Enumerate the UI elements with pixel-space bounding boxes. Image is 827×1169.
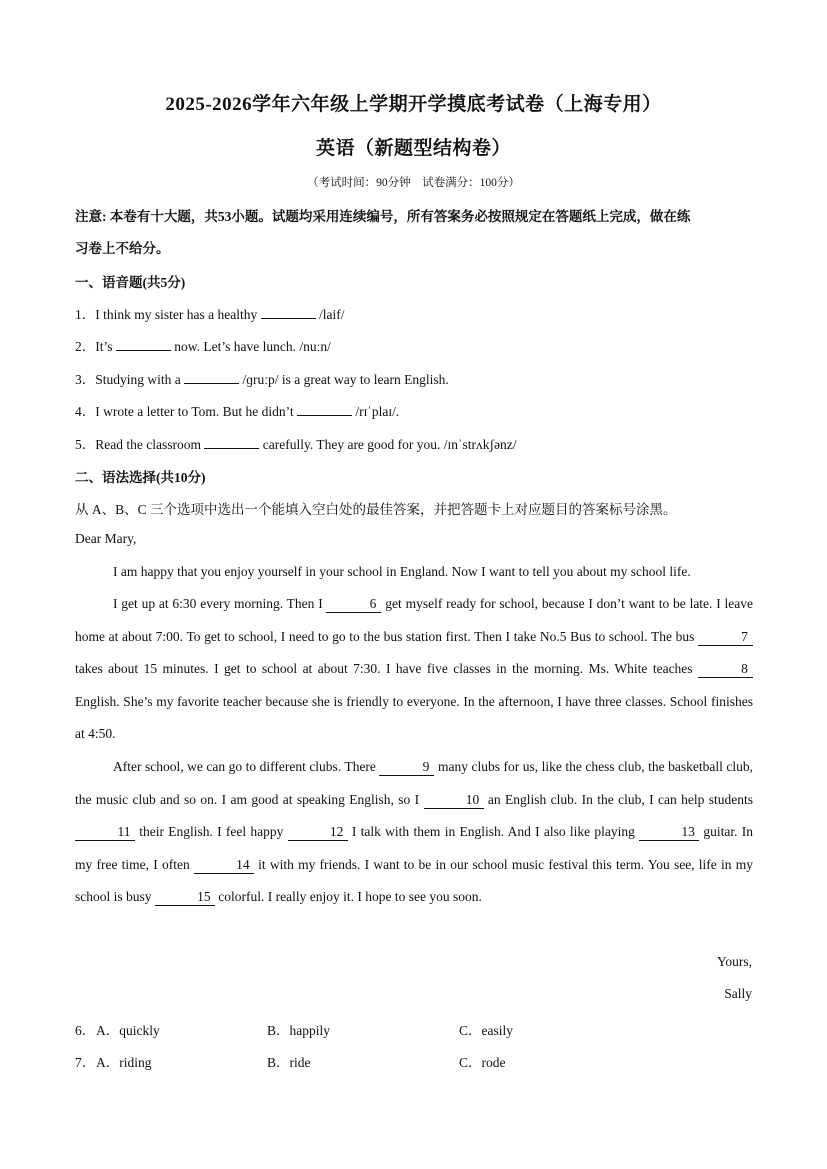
option-a[interactable]: A．riding (96, 1055, 152, 1070)
question-4 (75, 400, 755, 420)
letter-closing: Yours, (716, 954, 752, 969)
letter-greeting: Dear Mary, (75, 531, 137, 546)
question-text: 2．It’s (75, 339, 113, 354)
letter-paragraph-2 (75, 588, 753, 751)
answer-blank[interactable] (184, 383, 239, 384)
notice-line-1: 注意: 本卷有十大题，共53小题。试题均采用连续编号，所有答案务必按照规定在答题纸上完成，做在练 (75, 209, 691, 224)
option-b[interactable]: B．happily (267, 1023, 330, 1038)
answer-blank-12[interactable]: 12 (288, 824, 348, 841)
answer-blank-7[interactable]: 7 (698, 629, 753, 646)
answer-blank[interactable] (116, 350, 171, 351)
paragraph-text: After school, we can go to different clubs. There (113, 759, 376, 774)
option-number: 6． (75, 1023, 96, 1038)
exam-info: （考试时间：90分钟 试卷满分：100分） (307, 177, 520, 189)
option-c[interactable]: C．rode (459, 1055, 506, 1070)
question-2 (75, 335, 755, 355)
question-1 (75, 303, 755, 323)
question-text: 1．I think my sister has a healthy (75, 307, 258, 322)
paragraph-text: get myself ready for school, because I don’t want to be late. I leave home at about 7:00. To get to school, I need to go to the bus station first. Then I take No.5 Bus to school. The bus (75, 596, 753, 644)
answer-blank[interactable] (204, 448, 259, 449)
option-number: 7． (75, 1055, 96, 1070)
paragraph-text: many clubs for us, like the chess club, the basketball club, the music club and so on. I am good at speaking English, so I (75, 759, 754, 807)
section-heading: 二、语法选择(共10分) (75, 470, 206, 485)
question-3 (75, 368, 755, 388)
paragraph-text: it with my friends. I want to be in our school music festival this term. You see, life in my school is busy (75, 856, 753, 904)
section-heading: 一、语音题(共5分) (75, 275, 186, 290)
question-text: /ɡruːp/ is a great way to learn English. (242, 372, 449, 387)
page-subtitle: 英语（新题型结构卷） (315, 138, 511, 159)
answer-blank-14[interactable]: 14 (194, 857, 254, 874)
paragraph-text: English. She’s my favorite teacher because she is friendly to everyone. In the afternoon, I have three classes. School finishes at 4:50. (75, 693, 753, 741)
paragraph-text: guitar. In my free time, I often (75, 824, 754, 872)
letter-signature: Sally (724, 986, 752, 1001)
answer-blank-6[interactable]: 6 (326, 596, 381, 613)
answer-blank-13[interactable]: 13 (639, 824, 699, 841)
option-a[interactable]: A．quickly (96, 1023, 160, 1038)
question-text: 5．Read the classroom (75, 437, 201, 452)
answer-blank[interactable] (297, 415, 352, 416)
question-text: /laif/ (318, 307, 345, 322)
notice-line-2: 习卷上不给分。 (75, 241, 170, 256)
answer-blank-8[interactable]: 8 (698, 661, 753, 678)
question-text: 4．I wrote a letter to Tom. But he didn’t (75, 404, 294, 419)
paragraph-text: I talk with them in English. And I also like playing (351, 824, 635, 839)
answer-blank-10[interactable]: 10 (424, 792, 484, 809)
question-5 (75, 433, 755, 453)
paragraph-text: I get up at 6:30 every morning. Then I (113, 596, 323, 611)
option-b[interactable]: B．ride (267, 1055, 311, 1070)
answer-blank-15[interactable]: 15 (155, 889, 215, 906)
paragraph-text: takes about 15 minutes. I get to school at about 7:30. I have five classes in the morning. Ms. White teaches (75, 661, 693, 676)
question-text: /rɪˈplaɪ/. (355, 404, 400, 419)
question-text: 3．Studying with a (75, 372, 181, 387)
paragraph-text: their English. I feel happy (139, 824, 284, 839)
answer-blank-11[interactable]: 11 (75, 824, 135, 841)
answer-blank-9[interactable]: 9 (379, 759, 434, 776)
paragraph-text: an English club. In the club, I can help students (487, 791, 754, 807)
answer-blank[interactable] (261, 318, 316, 319)
option-c[interactable]: C．easily (459, 1023, 513, 1038)
page-title: 2025-2026学年六年级上学期开学摸底考试卷（上海专用） (165, 94, 662, 115)
section-instruction: 从 A、B、C 三个选项中选出一个能填入空白处的最佳答案，并把答题卡上对应题目的答案标号涂黑。 (75, 502, 677, 517)
letter-paragraph-1: I am happy that you enjoy yourself in your school in England. Now I want to tell you about my school life. (113, 564, 691, 579)
question-text: now. Let’s have lunch. /nuːn/ (174, 339, 331, 354)
paragraph-text: colorful. I really enjoy it. I hope to see you soon. (218, 889, 482, 904)
letter-paragraph-3 (75, 751, 753, 914)
question-text: carefully. They are good for you. /ɪnˈstrʌkʃənz/ (262, 437, 517, 452)
